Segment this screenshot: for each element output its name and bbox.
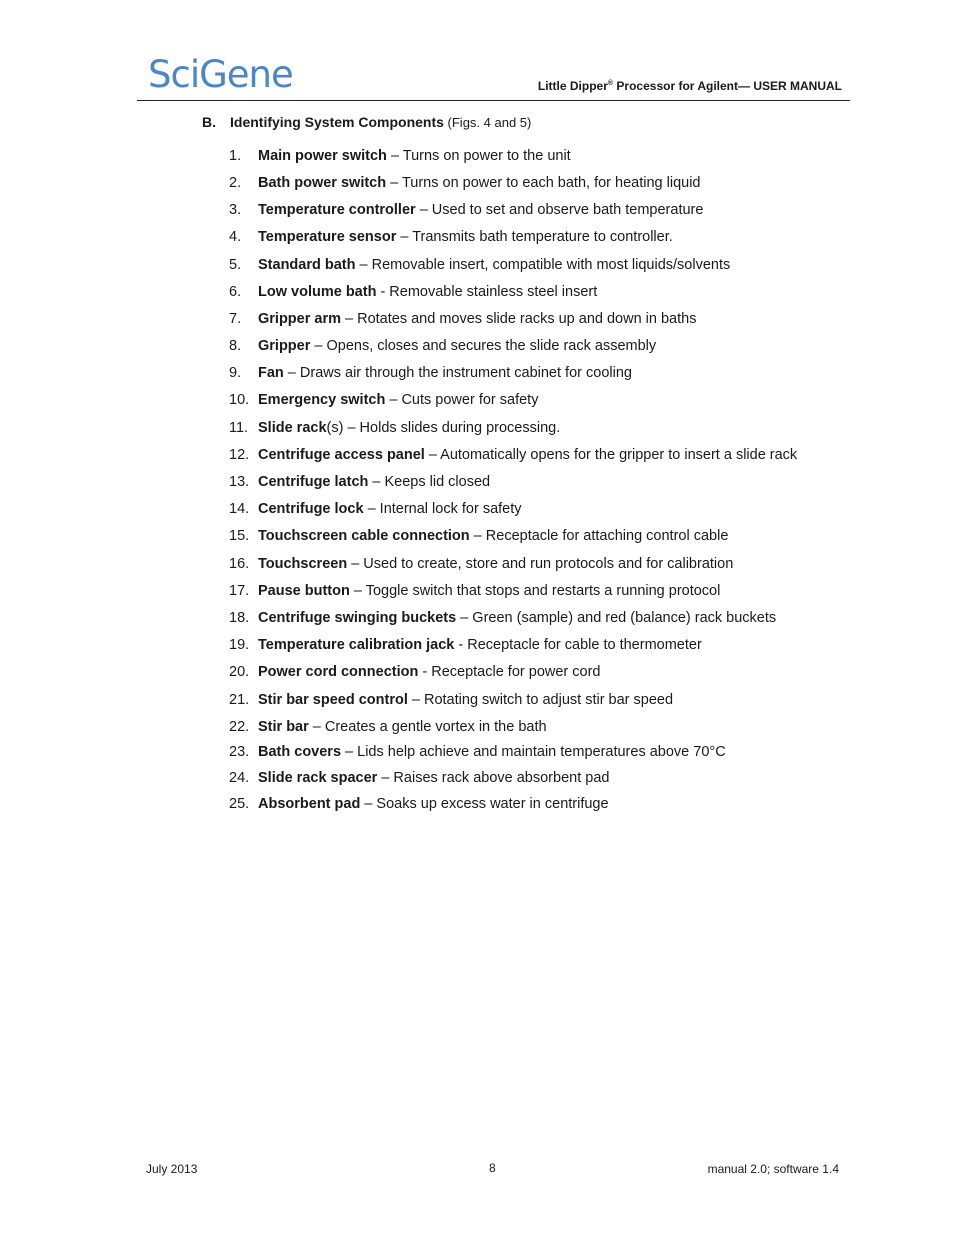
item-term: Absorbent pad [258, 796, 361, 812]
list-item [229, 718, 547, 736]
item-description: – Used to create, store and run protocols and for calibration [347, 556, 734, 572]
list-item [229, 691, 673, 709]
list-item [229, 228, 673, 246]
item-description: - Receptacle for power cord [418, 664, 601, 680]
item-description: – Removable insert, compatible with most liquids/solvents [355, 257, 731, 273]
item-description: – Turns on power to each bath, for heating liquid [386, 175, 701, 191]
item-number: 21. [229, 692, 250, 708]
item-number: 10. [229, 392, 250, 408]
section-title: Identifying System Components [230, 114, 444, 130]
item-description: – Green (sample) and red (balance) rack buckets [456, 610, 777, 626]
item-description: – Internal lock for safety [363, 501, 522, 517]
item-number: 4. [229, 229, 242, 245]
item-description: – Keeps lid closed [368, 474, 491, 490]
list-item [229, 555, 733, 573]
list-item [229, 283, 597, 301]
list-item [229, 663, 600, 681]
footer-version: manual 2.0; software 1.4 [707, 1162, 839, 1176]
item-term: Slide rack [258, 420, 327, 436]
item-number: 16. [229, 556, 250, 572]
item-description: – Used to set and observe bath temperature [415, 202, 704, 218]
list-item [229, 743, 726, 761]
item-term: Bath covers [258, 744, 342, 760]
list-item [229, 201, 703, 219]
list-item [229, 364, 632, 382]
item-number: 25. [229, 796, 250, 812]
item-description: – Transmits bath temperature to controller. [396, 229, 673, 245]
list-item [229, 147, 571, 165]
item-description: – Lids help achieve and maintain temperatures above 70°C [341, 744, 726, 760]
item-term: Temperature sensor [258, 229, 397, 245]
item-number: 13. [229, 474, 250, 490]
section-note: (Figs. 4 and 5) [443, 115, 532, 130]
item-term: Touchscreen [258, 556, 348, 572]
section-letter: B. [202, 114, 216, 130]
list-item [229, 527, 728, 545]
item-number: 15. [229, 528, 250, 544]
item-term: Standard bath [258, 257, 356, 273]
item-term: Stir bar speed control [258, 692, 408, 708]
item-description: – Rotating switch to adjust stir bar speed [407, 692, 674, 708]
item-term: Low volume bath [258, 284, 377, 300]
item-term: Slide rack spacer [258, 770, 378, 786]
item-description: – Raises rack above absorbent pad [377, 770, 610, 786]
item-number: 19. [229, 637, 250, 653]
item-number: 7. [229, 311, 242, 327]
item-description: – Soaks up excess water in centrifuge [360, 796, 609, 812]
list-item [229, 391, 538, 409]
list-item [229, 582, 720, 600]
registered-mark: ® [607, 80, 614, 87]
item-number: 12. [229, 447, 250, 463]
item-description: – Opens, closes and secures the slide rack assembly [310, 338, 657, 354]
item-number: 5. [229, 257, 242, 273]
item-number: 3. [229, 202, 242, 218]
list-item [229, 769, 609, 787]
item-term: Temperature calibration jack [258, 637, 455, 653]
item-term: Gripper [258, 338, 311, 354]
item-description: – Rotates and moves slide racks up and down in baths [341, 311, 697, 327]
list-item [229, 500, 522, 518]
item-description: – Creates a gentle vortex in the bath [308, 719, 547, 735]
item-number: 24. [229, 770, 250, 786]
item-description: – Receptacle for attaching control cable [469, 528, 729, 544]
header-title-rest: Processor for Agilent— USER MANUAL [613, 79, 842, 93]
list-item [229, 337, 656, 355]
item-description: – Automatically opens for the gripper to insert a slide rack [424, 447, 798, 463]
list-item [229, 446, 797, 464]
item-description: - Removable stainless steel insert [376, 284, 598, 300]
list-item [229, 174, 700, 192]
item-term: Centrifuge latch [258, 474, 369, 490]
item-number: 11. [229, 420, 249, 436]
item-term: Stir bar [258, 719, 309, 735]
item-number: 17. [229, 583, 250, 599]
list-item [229, 310, 696, 328]
item-term: Fan [258, 365, 284, 381]
item-number: 14. [229, 501, 250, 517]
item-term: Emergency switch [258, 392, 386, 408]
item-term: Temperature controller [258, 202, 416, 218]
item-number: 1. [229, 148, 242, 164]
item-term: Pause button [258, 583, 350, 599]
item-term: Main power switch [258, 148, 387, 164]
item-term: Centrifuge lock [258, 501, 364, 517]
item-term: Bath power switch [258, 175, 387, 191]
item-description: – Cuts power for safety [385, 392, 539, 408]
item-number: 2. [229, 175, 242, 191]
list-item [229, 473, 490, 491]
item-number: 23. [229, 744, 250, 760]
header-title-product: Little Dipper [537, 79, 608, 93]
item-term: Gripper arm [258, 311, 341, 327]
item-number: 6. [229, 284, 242, 300]
item-description: – Turns on power to the unit [386, 148, 571, 164]
item-term-suffix: (s) [326, 420, 344, 436]
item-term: Power cord connection [258, 664, 419, 680]
list-item [229, 636, 702, 654]
item-description: - Receptacle for cable to thermometer [454, 637, 702, 653]
item-term: Centrifuge swinging buckets [258, 610, 457, 626]
item-term: Touchscreen cable connection [258, 528, 470, 544]
list-item [229, 256, 730, 274]
list-item [229, 609, 776, 627]
item-number: 8. [229, 338, 242, 354]
section-heading [202, 114, 531, 130]
header-divider [137, 100, 850, 101]
footer-date: July 2013 [146, 1162, 198, 1176]
list-item [229, 419, 560, 437]
header-title [538, 79, 842, 93]
item-term: Centrifuge access panel [258, 447, 425, 463]
item-description: – Draws air through the instrument cabinet for cooling [283, 365, 632, 381]
item-description: – Holds slides during processing. [343, 420, 561, 436]
scigene-logo: SciGene [148, 53, 293, 96]
item-number: 18. [229, 610, 250, 626]
item-number: 9. [229, 365, 242, 381]
item-number: 22. [229, 719, 250, 735]
list-item [229, 795, 609, 813]
item-description: – Toggle switch that stops and restarts a running protocol [349, 583, 721, 599]
item-number: 20. [229, 664, 250, 680]
footer-page-number: 8 [489, 1161, 496, 1175]
